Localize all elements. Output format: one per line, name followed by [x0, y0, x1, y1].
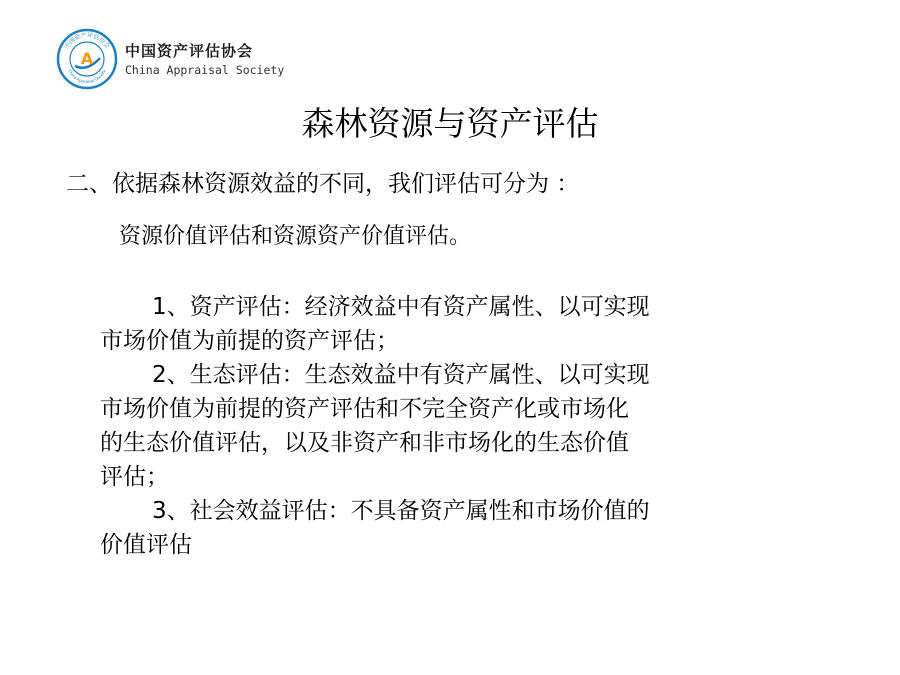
body-text	[100, 290, 805, 562]
item-2-line-2: 市场价值为前提的资产评估和不完全资产化或市场化	[100, 396, 629, 422]
item-3-line-1: 3、社会效益评估：不具备资产属性和市场价值的	[152, 498, 650, 524]
item-1-line-1: 1、资产评估：经济效益中有资产属性、以可实现	[152, 294, 650, 320]
org-name-en: China Appraisal Society	[125, 63, 285, 77]
section-subheading: 资源价值评估和资源资产价值评估。	[119, 224, 472, 249]
org-name-cn: 中国资产评估协会	[125, 42, 254, 60]
item-2-line-3: 的生态价值评估，以及非资产和非市场化的生态价值	[100, 430, 629, 456]
item-2-line-4: 评估；	[100, 464, 169, 490]
china-appraisal-society-logo	[56, 28, 118, 90]
item-3-line-2: 价值评估	[100, 532, 192, 558]
item-1-line-2: 市场价值为前提的资产评估；	[100, 328, 399, 354]
logo-letter: A	[80, 49, 94, 68]
logo-ring-text: 中国资产评估协会	[63, 31, 111, 51]
section-heading: 二、依据森林资源效益的不同，我们评估可分为 ：	[66, 171, 580, 197]
logo-ring-text-en: China Appraisal Society	[67, 68, 107, 85]
slide-title: 森林资源与资产评估	[301, 104, 599, 143]
item-2-line-1: 2、生态评估：生态效益中有资产属性、以可实现	[152, 362, 650, 388]
